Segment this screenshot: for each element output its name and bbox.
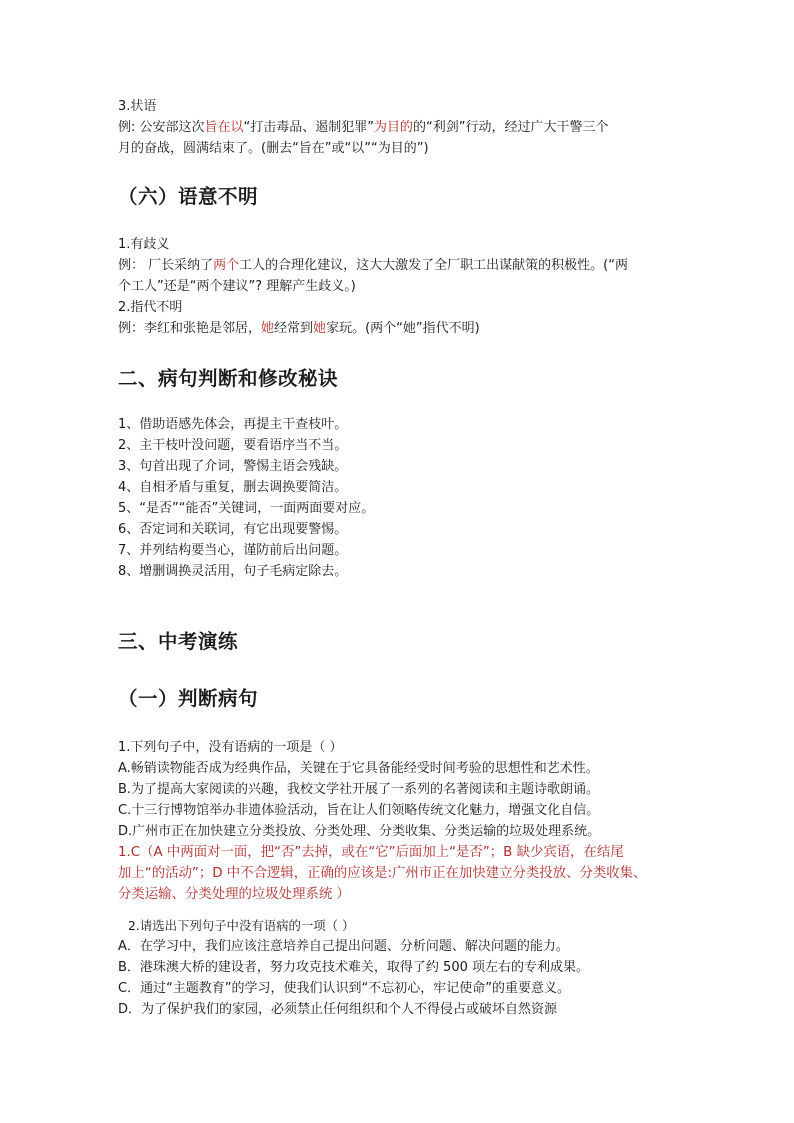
highlight-run: 旨在以 bbox=[204, 120, 244, 135]
question-2-option-c: C．通过“主题教育”的学习，使我们认识到“不忘初心，牢记使命”的重要意义。 bbox=[118, 981, 571, 996]
part-heading-tips: 二、病句判断和修改秘诀 bbox=[118, 367, 339, 390]
text-run: 个工人 bbox=[118, 279, 158, 294]
text-run: 例： 厂长采纳了 bbox=[118, 258, 214, 273]
text-run: 经常到 bbox=[274, 321, 314, 336]
ambiguity-example-line-1 bbox=[118, 257, 628, 275]
text-run: “打击毒品、遏制犯罪” bbox=[243, 120, 375, 135]
ambiguity-example-line-2 bbox=[118, 278, 356, 296]
highlight-run: 她 bbox=[261, 321, 275, 336]
tip-item: 7、并列结构要当心，谨防前后出问题。 bbox=[118, 543, 348, 558]
text-run: 家玩。(两个“她”指代不明) bbox=[326, 321, 480, 336]
subsection-title-ambiguous: 1.有歧义 bbox=[118, 237, 170, 252]
tip-item: 1、借助语感先体会，再提主干查枝叶。 bbox=[118, 417, 348, 432]
tip-item: 2、主干枝叶没问题，要看语序当不当。 bbox=[118, 438, 348, 453]
section-heading-ambiguity: （六）语意不明 bbox=[118, 185, 259, 208]
question-2-stem: 2.请选出下列句子中没有语病的一项（ ） bbox=[128, 918, 355, 933]
section-heading-judge: （一）判断病句 bbox=[118, 687, 259, 710]
section-title-adverbial: 3.状语 bbox=[118, 99, 157, 114]
adverbial-example-line-2: 月的奋战，圆满结束了。(删去“旨在”或“以”“为目的”) bbox=[118, 141, 429, 156]
part-heading-practice: 三、中考演练 bbox=[118, 630, 239, 653]
tip-item: 4、自相矛盾与重复，删去调换要简洁。 bbox=[118, 480, 348, 495]
text-run: 例: 公安部这次 bbox=[118, 120, 205, 135]
adverbial-example-line-1 bbox=[118, 119, 609, 137]
reference-example-line bbox=[118, 320, 480, 338]
question-1-answer-line: 1.C（A 中两面对一面，把“否”去掉，或在“它”后面加上“是否”；B 缺少宾语，在结尾 bbox=[118, 845, 624, 860]
highlight-run: 为目的 bbox=[374, 120, 414, 135]
subsection-title-unclear-reference: 2.指代不明 bbox=[118, 300, 183, 315]
tip-item: 5、“是否”“能否”关键词，一面两面要对应。 bbox=[118, 501, 375, 516]
tip-item: 6、否定词和关联词，有它出现要警惕。 bbox=[118, 522, 348, 537]
question-1-option-a: A.畅销读物能否成为经典作品，关键在于它具备能经受时间考验的思想性和艺术性。 bbox=[118, 761, 599, 776]
tip-item: 8、增删调换灵活用，句子毛病定除去。 bbox=[118, 564, 348, 579]
tip-item: 3、句首出现了介词，警惕主语会残缺。 bbox=[118, 459, 348, 474]
highlight-run: 她 bbox=[313, 321, 327, 336]
question-1-option-b: B.为了提高大家阅读的兴趣，我校文学社开展了一系列的名著阅读和主题诗歌朗诵。 bbox=[118, 782, 600, 797]
question-1-answer-line: 分类运输、分类处理的垃圾处理系统 ） bbox=[118, 887, 350, 902]
question-1-stem: 1.下列句子中，没有语病的一项是（ ） bbox=[118, 740, 343, 755]
question-2-option-a: A．在学习中，我们应该注意培养自己提出问题、分析问题、解决问题的能力。 bbox=[118, 939, 569, 954]
question-1-answer-line: 加上“的活动”；D 中不合逻辑，正确的应该是:广州市正在加快建立分类投放、分类收集、 bbox=[118, 866, 647, 881]
question-1-option-c: C.十三行博物馆举办非遗体验活动，旨在让人们领略传统文化魅力，增强文化自信。 bbox=[118, 803, 600, 818]
text-run: 例：李红和张艳是邻居， bbox=[118, 321, 262, 336]
question-2-option-b: B．港珠澳大桥的建设者，努力攻克技术难关，取得了约 500 项左右的专利成果。 bbox=[118, 960, 589, 975]
text-run: ”还是“两个建议”? 理解产生歧义。) bbox=[157, 279, 356, 294]
question-2-option-d: D．为了保护我们的家园，必须禁止任何组织和个人不得侵占或破坏自然资源 bbox=[118, 1002, 558, 1017]
question-1-option-d: D.广州市正在加快建立分类投放、分类处理、分类收集、分类运输的垃圾处理系统。 bbox=[118, 824, 601, 839]
text-run: 工人的合理化建议，这大大激发了全厂职工出谋献策的积极性。(“两 bbox=[239, 258, 628, 273]
text-run: 的“利剑”行动，经过广大干警三个 bbox=[413, 120, 609, 135]
highlight-run: 两个 bbox=[213, 258, 240, 273]
